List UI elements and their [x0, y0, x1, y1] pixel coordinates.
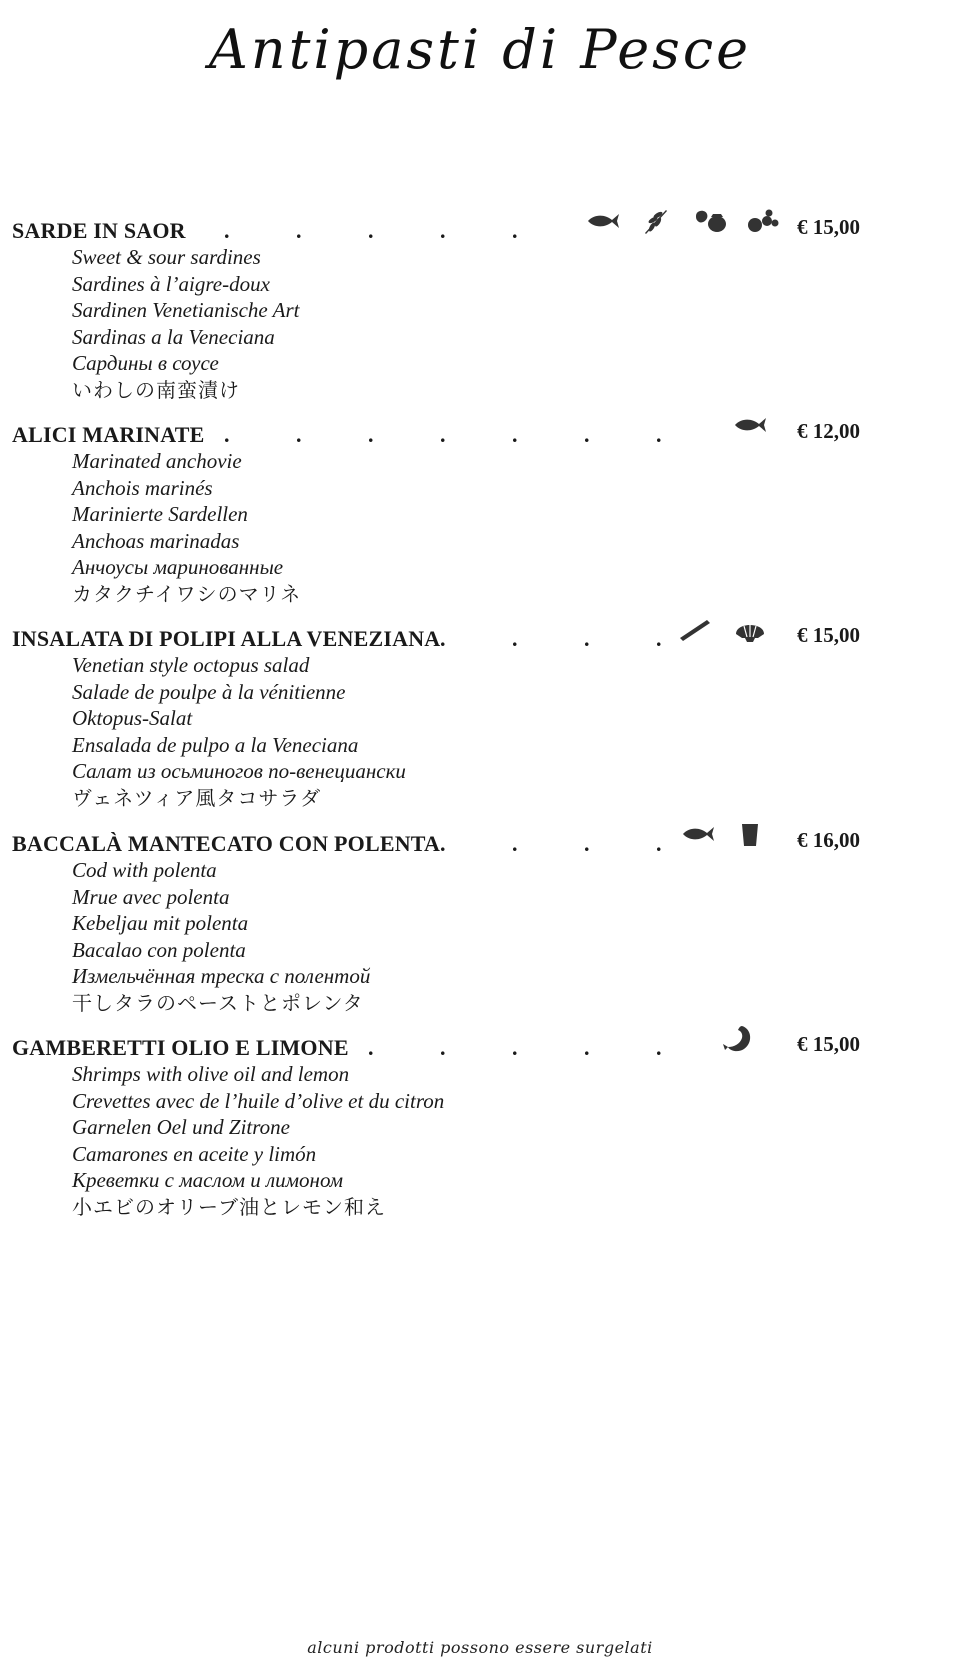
dish-name: SARDE IN SAOR	[12, 218, 186, 243]
translations-list	[72, 448, 301, 608]
translation-es: Sardinas a la Veneciana	[72, 324, 275, 349]
dish-price: € 12,00	[797, 419, 860, 443]
fish-icon	[585, 206, 621, 236]
translation-es: Anchoas marinadas	[72, 528, 240, 553]
translation-de: Garnelen Oel und Zitrone	[72, 1115, 290, 1140]
translation-de: Marinierte Sardellen	[72, 502, 248, 527]
milk-icon	[732, 819, 768, 849]
dish-name: BACCALÀ MANTECATO CON POLENTA	[12, 831, 441, 856]
translation-en: Cod with polenta	[72, 858, 217, 882]
translations-list	[72, 652, 406, 812]
translations-list	[72, 244, 299, 404]
translation-de: Oktopus-Salat	[72, 706, 193, 731]
dish-price: € 16,00	[797, 828, 860, 852]
translation-ru: Сардины в соусе	[72, 351, 219, 376]
menu-item-baccala-mantecato: BACCALÀ MANTECATO CON POLENTA . . . . € 16,00 Cod with polenta Mrue avec polenta Kebeljau mit polenta Bacalao con polenta Измельчённая треска с полентой 干しタラのペーストとポレンタ	[12, 831, 942, 1031]
translation-en: Venetian style octopus salad	[72, 653, 310, 677]
translation-ja: いわしの南蛮漬け	[72, 377, 240, 402]
translation-fr: Crevettes avec de l’huile d’olive et du citron	[72, 1088, 445, 1113]
dish-name: ALICI MARINATE	[12, 422, 205, 447]
translation-ja: カタクチイワシのマリネ	[72, 581, 302, 606]
translation-es: Camarones en aceite y limón	[72, 1141, 317, 1166]
translation-es: Bacalao con polenta	[72, 937, 246, 962]
translation-fr: Salade de poulpe à la vénitienne	[72, 679, 346, 704]
dish-price: € 15,00	[797, 215, 860, 239]
translation-en: Shrimps with olive oil and lemon	[72, 1062, 350, 1086]
dish-name: INSALATA DI POLIPI ALLA VENEZIANA	[12, 626, 441, 651]
translation-ru: Измельчённая треска с полентой	[72, 964, 371, 989]
translation-ja: ヴェネツィア風タコサラダ	[72, 785, 322, 810]
translation-en: Marinated anchovie	[72, 449, 242, 473]
dish-name: GAMBERETTI OLIO E LIMONE	[12, 1035, 349, 1060]
translation-ru: Анчоусы маринованные	[72, 555, 284, 580]
translation-de: Sardinen Venetianische Art	[72, 298, 300, 323]
mustard-seeds-icon	[745, 206, 781, 236]
translation-es: Ensalada de pulpo a la Veneciana	[72, 732, 359, 757]
translation-ru: Креветки с маслом и лимоном	[72, 1168, 344, 1193]
translation-ja: 小エビのオリーブ油とレモン和え	[72, 1194, 386, 1219]
fish-icon	[732, 410, 768, 440]
menu-item-sarde-in-saor: SARDE IN SAOR . . . . . € 15,00 Sweet & sour sardines Sardines à l’aigre-doux Sardinen Venetianische Art Sardinas a la Veneciana Сардины в соусе いわしの南蛮漬け	[12, 218, 942, 418]
menu-item-gamberetti-olio-e-limone: GAMBERETTI OLIO E LIMONE . . . . . € 15,00 Shrimps with olive oil and lemon Crevettes avec de l’huile d’olive et du citron Garnelen Oel und Zitrone Camarones en aceite y limón Креветки с маслом и лимоном 小エビのオリーブ油とレモン和え	[12, 1035, 942, 1235]
translation-fr: Sardines à l’aigre-doux	[72, 271, 270, 296]
translation-ja: 干しタラのペーストとポレンタ	[72, 990, 364, 1015]
translation-fr: Mrue avec polenta	[72, 884, 230, 909]
celery-icon	[677, 614, 713, 644]
wheat-icon	[639, 206, 675, 236]
translation-de: Kebeljau mit polenta	[72, 911, 249, 936]
nuts-icon	[693, 206, 729, 236]
shellfish-icon	[732, 614, 768, 644]
menu-item-insalata-di-polipi: INSALATA DI POLIPI ALLA VENEZIANA . . . . € 15,00 Venetian style octopus salad Salade de poulpe à la vénitienne Oktopus-Salat Ensalada de pulpo a la Veneciana Салат из осьминогов по-венециански ヴェネツィア風タコサラダ	[12, 626, 942, 826]
translation-fr: Anchois marinés	[72, 475, 213, 500]
fish-icon	[680, 819, 716, 849]
shrimp-icon	[720, 1023, 756, 1053]
footer-note: alcuni prodotti possono essere surgelati	[307, 1638, 653, 1657]
translation-en: Sweet & sour sardines	[72, 245, 261, 269]
translations-list	[72, 857, 370, 1017]
dish-price: € 15,00	[797, 1032, 860, 1056]
translation-ru: Салат из осьминогов по-венециански	[72, 759, 406, 784]
dish-price: € 15,00	[797, 623, 860, 647]
translations-list	[72, 1061, 444, 1221]
page-title: Antipasti di Pesce	[208, 18, 752, 81]
menu-item-alici-marinate: ALICI MARINATE . . . . . . . € 12,00 Marinated anchovie Anchois marinés Marinierte Sardellen Anchoas marinadas Анчоусы маринованные カタクチイワシのマリネ	[12, 422, 942, 622]
